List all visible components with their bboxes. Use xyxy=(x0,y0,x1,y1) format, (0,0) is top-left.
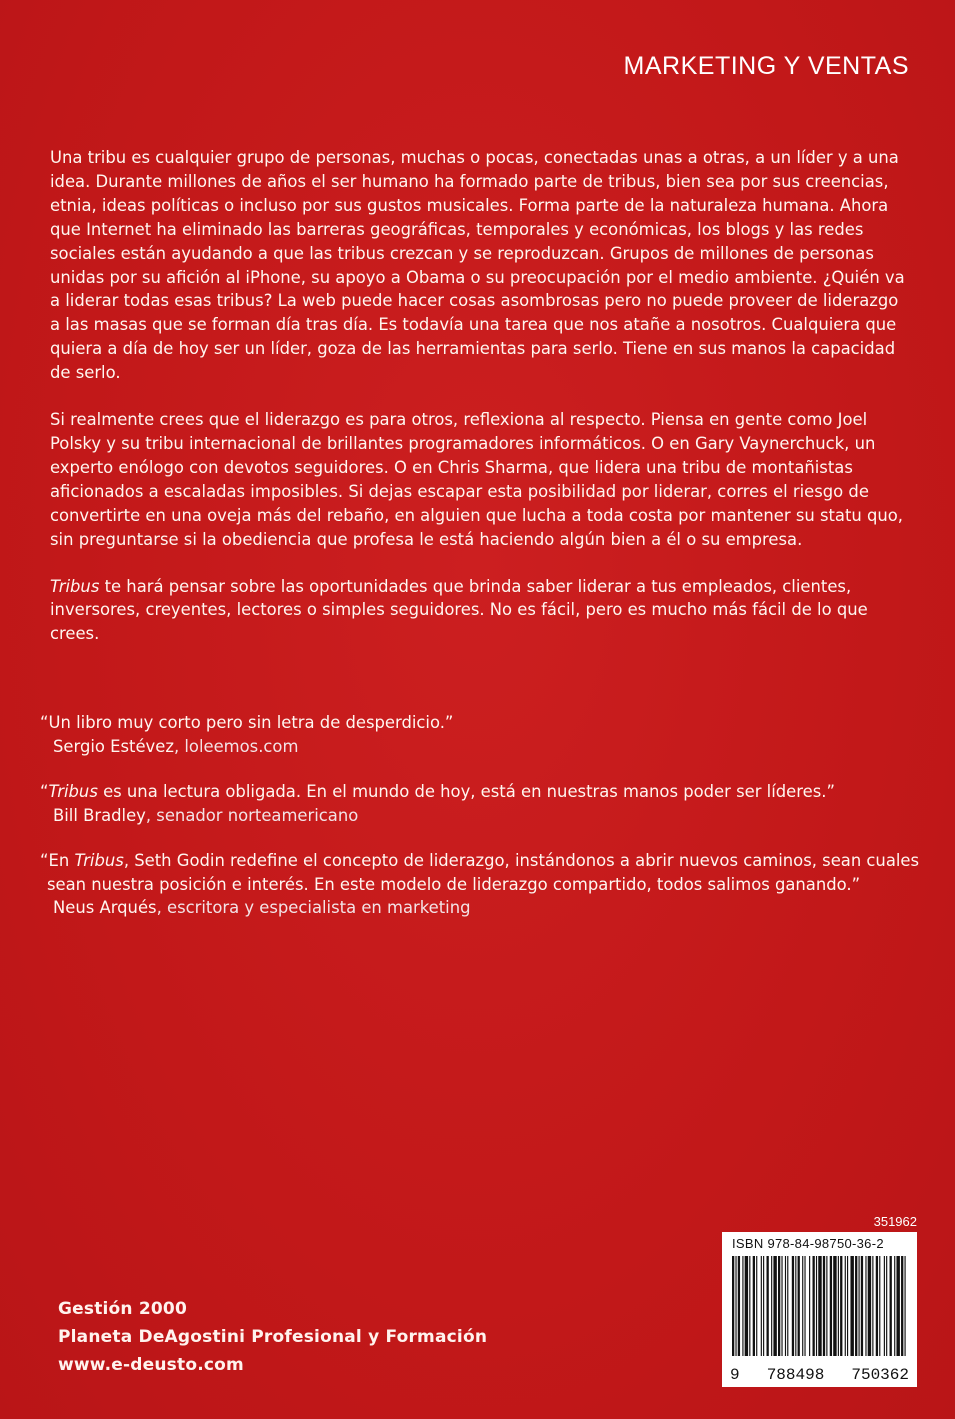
quote-text: Un libro muy corto pero sin letra de desperdicio.” xyxy=(48,713,454,732)
category-label: MARKETING Y VENTAS xyxy=(623,52,909,80)
review-quote: “Un libro muy corto pero sin letra de desperdicio.” Sergio Estévez, loleemos.com xyxy=(40,711,920,759)
description-paragraph-2: Si realmente crees que el liderazgo es para otros, reflexiona al respecto. Piensa en gente como Joel Polsky y su tribu internacional de brillantes programadores informáticos. O en Gary Vaynerchuck, un experto enólogo con devotos seguidores. O en Chris Sharma, que lidera una tribu de montañistas aficionados a escaladas imposibles. Si dejas escapar esta posibilidad por liderar, corres el riesgo de convertirte en una oveja más del rebaño, en alguien que lucha a toda costa por mantener su statu quo, sin preguntarse si la obediencia que profesa le está haciendo algún bien a él o su empresa. xyxy=(50,410,904,549)
quote-attribution xyxy=(40,896,920,920)
book-description xyxy=(50,146,912,669)
barcode-bars xyxy=(732,1256,907,1356)
quote-text: , Seth Godin redefine el concepto de liderazgo, instándonos a abrir nuevos caminos, sean cuales sean nuestra posición e interés. En este modelo de liderazgo compartido, todos salimos ganando.” xyxy=(47,850,920,894)
barcode-digit-lead: 9 xyxy=(730,1366,740,1384)
review-quotes xyxy=(40,711,920,941)
description-paragraph-3 xyxy=(50,575,912,647)
review-quote: “En Tribus, Seth Godin redefine el concepto de liderazgo, instándonos a abrir nuevos caminos, sean cuales sean nuestra posición e interés. En este modelo de liderazgo compartido, todos salimos ganando.” Neus Arqués, escritora y especialista en marketing xyxy=(40,849,920,921)
barcode-digit-group-2: 750362 xyxy=(851,1366,909,1384)
review-quote: “Tribus es una lectura obligada. En el mundo de hoy, está en nuestras manos poder ser líderes.” Bill Bradley, senador norteamericano xyxy=(40,780,920,828)
description-paragraph-1: Una tribu es cualquier grupo de personas, muchas o pocas, conectadas unas a otras, a un líder y a una idea. Durante millones de años el ser humano ha formado parte de tribus, bien sea por sus creencias, etnia, ideas políticas o incluso por sus gustos musicales. Forma parte de la naturaleza humana. Ahora que Internet ha eliminado las barreras geográficas, temporales y económicas, los blogs y las redes sociales están ayudando a que las tribus crezcan y se reproduzcan. Grupos de millones de personas unidas por su afición al iPhone, su apoyo a Obama o su preocupación por el medio ambiente. ¿Quién va a liderar todas esas tribus? La web puede hacer cosas asombrosas pero no puede proveer de liderazgo a las masas que se forman día tras día. Es todavía una tarea que nos atañe a nosotros. Cualquiera que quiera a día de hoy ser un líder, goza de las herramientas para serlo. Tiene en sus manos la capacidad de serlo. xyxy=(50,148,905,383)
publisher-info xyxy=(58,1295,487,1379)
publisher-imprint: Gestión 2000 xyxy=(58,1299,187,1319)
quote-source: , senador norteamericano xyxy=(145,805,359,825)
quote-source: , escritora y especialista en marketing xyxy=(156,898,471,918)
quote-text: es una lectura obligada. En el mundo de hoy, está en nuestras manos poder ser líderes.” xyxy=(97,781,835,801)
quote-author: Sergio Estévez xyxy=(53,736,174,756)
product-code: 351962 xyxy=(873,1214,917,1229)
publisher-name: Planeta DeAgostini Profesional y Formación xyxy=(58,1327,488,1347)
barcode xyxy=(722,1232,917,1387)
quote-attribution xyxy=(40,804,920,828)
quote-source: , loleemos.com xyxy=(173,736,299,756)
quote-author: Neus Arqués xyxy=(53,898,157,918)
publisher-website: www.e-deusto.com xyxy=(58,1355,244,1375)
quote-author: Bill Bradley xyxy=(53,805,146,825)
book-title-italic: Tribus xyxy=(50,576,100,596)
barcode-digits xyxy=(730,1366,909,1384)
isbn-number: ISBN 978-84-98750-36-2 xyxy=(732,1236,884,1251)
quote-attribution xyxy=(40,735,920,759)
description-paragraph-3-text: te hará pensar sobre las oportunidades que brinda saber liderar a tus empleados, clientes, inversores, creyentes, lectores o simples seguidores. No es fácil, pero es mucho más fácil de lo que crees. xyxy=(50,576,868,644)
barcode-digit-group-1: 788498 xyxy=(766,1366,825,1384)
